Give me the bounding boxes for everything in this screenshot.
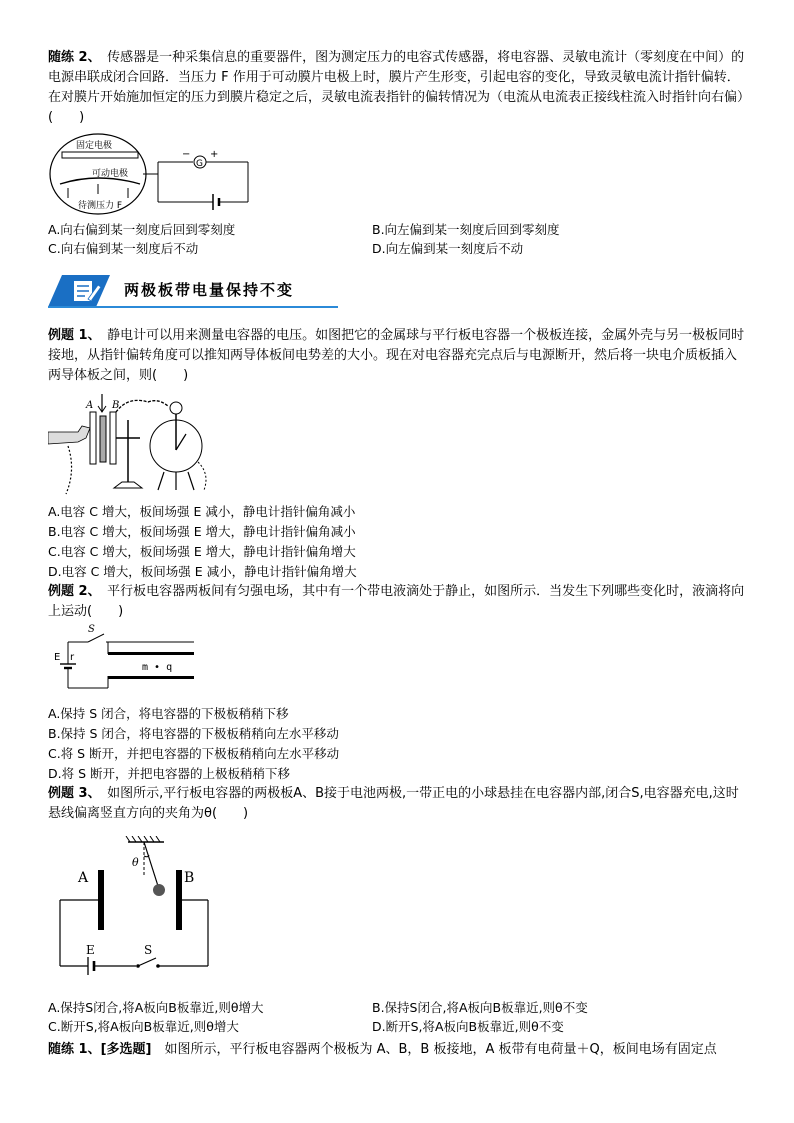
example3-question (48, 784, 748, 824)
practice1-question (48, 1040, 748, 1060)
example3-option-c[interactable]: C.断开S,将A板向B板靠近,则θ增大 (48, 1019, 239, 1034)
plate-b-label: B (184, 870, 195, 886)
practice2-option-d[interactable]: D.向左偏到某一刻度后不动 (372, 241, 524, 256)
fixed-plate-label: 固定电极 (76, 141, 113, 151)
practice1-text: 如图所示，平行板电容器两个极板为 A、B，B 板接地，A 板带有电荷量＋Q，板间电场有固定点 (151, 1042, 717, 1057)
hanging-ball-figure (48, 836, 218, 976)
svg-text:+: + (210, 149, 219, 160)
example2-option-b[interactable]: B.保持 S 闭合，将电容器的下极板稍稍向左水平移动 (48, 726, 339, 741)
example1-option-b[interactable]: B.电容 C 增大，板间场强 E 增大，静电计指针偏角减小 (48, 524, 356, 539)
practice2-label: 随练 2、 (48, 50, 95, 65)
emf-label: E (54, 652, 61, 663)
battery-label: E (86, 943, 95, 957)
meter-label: G (196, 159, 203, 169)
practice1-label: 随练 1、[多选题] (48, 1042, 152, 1057)
practice2-text: 传感器是一种采集信息的重要器件，图为测定压力的电容式传感器，将电容器、灵敏电流计（零刻度在中间）的电源串联成闭合回路．当压力 F 作用于可动膜片电极上时，膜片产生形变，引起电容的变化，导致灵敏电流计指针偏转．在对膜片开始施加恒定的压力到膜片稳定之后，灵敏电流表指针的偏转情况为（电流从电流表正接线柱流入时指针向右偏）( ) (48, 50, 745, 125)
switch-label: S (144, 943, 153, 957)
example3-label: 例题 3、 (48, 786, 95, 801)
section-title: 两极板带电量保持不变 (124, 281, 295, 299)
electrometer-figure (48, 390, 220, 498)
example1-question (48, 326, 748, 386)
droplet-capacitor-figure (48, 620, 198, 698)
example2-option-d[interactable]: D.将 S 断开，并把电容器的上极板稍稍下移 (48, 766, 290, 781)
plate-a-label: A (78, 870, 89, 886)
plate-a-label: A (86, 400, 94, 411)
example3-option-d[interactable]: D.断开S,将A板向B板靠近,则θ不变 (372, 1019, 564, 1034)
example1-option-d[interactable]: D.电容 C 增大，板间场强 E 减小，静电计指针偏角增大 (48, 564, 357, 579)
plate-b-label: B (112, 400, 120, 411)
example3-text: 如图所示,平行板电容器的两极板A、B接于电池两极,一带正电的小球悬挂在电容器内部,闭合S,电容器充电,这时悬线偏离竖直方向的夹角为θ( ) (48, 786, 739, 821)
example2-label: 例题 2、 (48, 584, 95, 599)
pressure-sensor-figure (48, 132, 258, 216)
example3-option-a[interactable]: A.保持S闭合,将A板向B板靠近,则θ增大 (48, 1000, 264, 1015)
example1-text: 静电计可以用来测量电容器的电压。如图把它的金属球与平行板电容器一个极板连接，金属外壳与另一极板同时接地，从指针偏转角度可以推知两导体板间电势差的大小。现在对电容器充完点后与电源断开，然后将一块电介质板插入两导体板之间，则( ) (48, 328, 745, 383)
switch-label: S (88, 624, 95, 635)
drop-label: m • q (142, 662, 173, 673)
practice2-option-b[interactable]: B.向左偏到某一刻度后回到零刻度 (372, 222, 560, 237)
example2-text: 平行板电容器两板间有匀强电场，其中有一个带电液滴处于静止，如图所示．当发生下列哪些变化时，液滴将向上运动( ) (48, 584, 745, 619)
angle-label: θ (132, 856, 139, 869)
example3-option-b[interactable]: B.保持S闭合,将A板向B板靠近,则θ不变 (372, 1000, 588, 1015)
example1-label: 例题 1、 (48, 328, 95, 343)
example1-option-c[interactable]: C.电容 C 增大，板间场强 E 增大，静电计指针偏角增大 (48, 544, 356, 559)
practice2-option-a[interactable]: A.向右偏到某一刻度后回到零刻度 (48, 222, 236, 237)
example2-option-a[interactable]: A.保持 S 闭合，将电容器的下极板稍稍下移 (48, 706, 289, 721)
example1-option-a[interactable]: A.电容 C 增大，板间场强 E 减小，静电计指针偏角减小 (48, 504, 356, 519)
resistance-label: r (70, 652, 75, 663)
section-divider (48, 306, 338, 308)
practice2-option-c[interactable]: C.向右偏到某一刻度后不动 (48, 241, 199, 256)
example2-question (48, 582, 748, 622)
example2-option-c[interactable]: C.将 S 断开，并把电容器的下极板稍稍向左水平移动 (48, 746, 340, 761)
practice2-question (48, 48, 748, 128)
movable-plate-label: 可动电极 (92, 169, 129, 179)
svg-text:−: − (182, 149, 191, 160)
pressure-label: 待测压力 F (78, 201, 123, 211)
